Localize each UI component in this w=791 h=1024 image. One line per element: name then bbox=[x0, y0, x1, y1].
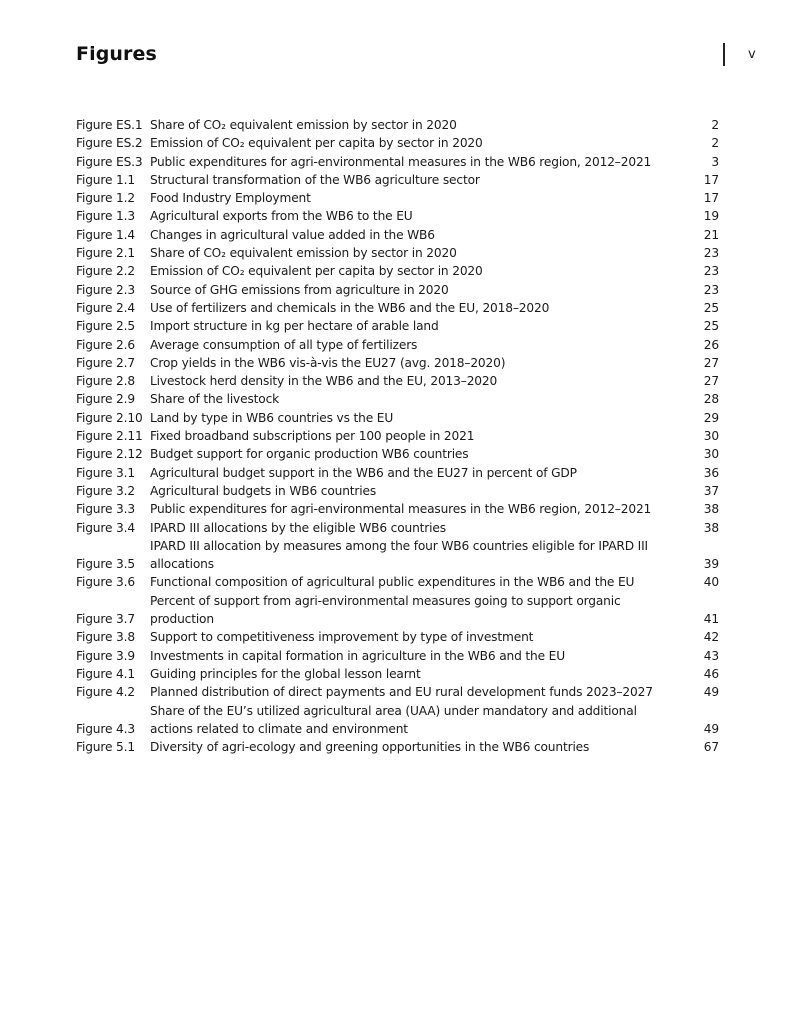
figure-label: Figure 2.10 bbox=[76, 410, 143, 425]
figure-page-number[interactable]: 43 bbox=[703, 648, 719, 663]
figure-label: Figure 5.1 bbox=[76, 740, 135, 755]
figure-entry[interactable] bbox=[76, 354, 719, 372]
figure-label: Figure 2.6 bbox=[76, 337, 135, 352]
figure-title[interactable]: Agricultural budget support in the WB6 and the EU27 in percent of GDP bbox=[150, 465, 577, 480]
figure-label: Figure 2.11 bbox=[76, 429, 143, 444]
figure-entry[interactable] bbox=[76, 281, 719, 299]
figure-label: Figure 2.5 bbox=[76, 319, 135, 334]
figure-page-number[interactable]: 3 bbox=[711, 154, 719, 169]
figure-page-number[interactable]: 40 bbox=[703, 575, 719, 590]
figure-entry[interactable] bbox=[76, 153, 719, 171]
figure-title[interactable]: Land by type in WB6 countries vs the EU bbox=[150, 410, 394, 425]
figure-page-number[interactable]: 37 bbox=[703, 483, 719, 498]
figure-label: Figure 2.8 bbox=[76, 374, 135, 389]
figure-label: Figure 2.3 bbox=[76, 282, 135, 297]
figure-title[interactable]: Support to competitiveness improvement by type of investment bbox=[150, 630, 534, 645]
figure-title[interactable]: Livestock herd density in the WB6 and the EU, 2013–2020 bbox=[150, 374, 498, 389]
figure-title[interactable]: Emission of CO₂ equivalent per capita by sector in 2020 bbox=[150, 136, 483, 151]
figure-entry[interactable] bbox=[76, 409, 719, 427]
figure-entry[interactable] bbox=[76, 299, 719, 317]
figure-label: Figure 3.5 bbox=[76, 557, 135, 572]
figure-page-number[interactable]: 27 bbox=[703, 355, 719, 370]
figure-page-number[interactable]: 25 bbox=[703, 300, 719, 315]
figure-page-number[interactable]: 26 bbox=[703, 337, 719, 352]
figure-entry[interactable] bbox=[76, 116, 719, 134]
figure-entry[interactable] bbox=[76, 207, 719, 225]
figures-list bbox=[76, 116, 719, 756]
figure-page-number[interactable]: 21 bbox=[703, 227, 719, 242]
figure-title[interactable]: Public expenditures for agri-environmental measures in the WB6 region, 2012–2021 bbox=[150, 154, 652, 169]
figure-title[interactable]: Use of fertilizers and chemicals in the WB6 and the EU, 2018–2020 bbox=[150, 300, 550, 315]
figure-title[interactable]: Fixed broadband subscriptions per 100 people in 2021 bbox=[150, 429, 475, 444]
figure-entry[interactable] bbox=[76, 592, 719, 629]
figure-title[interactable]: Share of the livestock bbox=[150, 392, 280, 407]
figure-page-number[interactable]: 23 bbox=[703, 246, 719, 261]
figure-page-number[interactable]: 46 bbox=[703, 666, 719, 681]
figure-title[interactable]: Guiding principles for the global lesson learnt bbox=[150, 666, 421, 681]
page-number: v bbox=[748, 47, 756, 62]
figure-page-number[interactable]: 38 bbox=[703, 502, 719, 517]
figure-entry[interactable] bbox=[76, 336, 719, 354]
figure-entry[interactable] bbox=[76, 390, 719, 408]
figure-label: Figure 2.9 bbox=[76, 392, 135, 407]
figure-title[interactable]: Share of CO₂ equivalent emission by sector in 2020 bbox=[150, 246, 457, 261]
figure-label: Figure ES.2 bbox=[76, 136, 143, 151]
figure-page-number[interactable]: 2 bbox=[711, 136, 719, 151]
figure-label: Figure 4.1 bbox=[76, 666, 135, 681]
figure-page-number[interactable]: 30 bbox=[703, 429, 719, 444]
figure-entry[interactable] bbox=[76, 317, 719, 335]
figure-page-number[interactable]: 17 bbox=[703, 191, 719, 206]
figure-label: Figure 2.7 bbox=[76, 355, 135, 370]
figure-page-number[interactable]: 2 bbox=[711, 118, 719, 132]
figure-title[interactable]: Source of GHG emissions from agriculture in 2020 bbox=[150, 282, 449, 297]
figure-title[interactable]: Agricultural budgets in WB6 countries bbox=[150, 483, 377, 498]
figure-page-number[interactable]: 17 bbox=[703, 172, 719, 187]
figure-label: Figure 1.2 bbox=[76, 191, 135, 206]
figure-title[interactable]: Agricultural exports from the WB6 to the EU bbox=[150, 209, 413, 224]
figure-page-number[interactable]: 38 bbox=[703, 520, 719, 535]
figure-page-number[interactable]: 36 bbox=[703, 465, 719, 480]
figure-title[interactable]: Share of the EU’s utilized agricultural area (UAA) under mandatory and additional actions related to climate and environment bbox=[150, 703, 637, 736]
figure-label: Figure 4.2 bbox=[76, 685, 135, 700]
figure-title[interactable]: Structural transformation of the WB6 agriculture sector bbox=[150, 172, 480, 187]
figure-entry[interactable] bbox=[76, 464, 719, 482]
figure-page-number[interactable]: 49 bbox=[703, 721, 719, 736]
figure-entry[interactable] bbox=[76, 573, 719, 591]
figure-label: Figure 3.6 bbox=[76, 575, 135, 590]
figure-entry[interactable] bbox=[76, 427, 719, 445]
figure-entry[interactable] bbox=[76, 244, 719, 262]
figure-page-number[interactable]: 49 bbox=[703, 685, 719, 700]
page-title: Figures bbox=[76, 43, 157, 65]
figure-page-number[interactable]: 27 bbox=[703, 374, 719, 389]
figure-title[interactable]: Public expenditures for agri-environmental measures in the WB6 region, 2012–2021 bbox=[150, 502, 652, 517]
figure-label: Figure ES.3 bbox=[76, 154, 143, 169]
figure-title[interactable]: Crop yields in the WB6 vis-à-vis the EU27 (avg. 2018–2020) bbox=[150, 355, 506, 370]
figure-entry[interactable] bbox=[76, 372, 719, 390]
figure-label: Figure 3.9 bbox=[76, 648, 135, 663]
figure-entry[interactable] bbox=[76, 628, 719, 646]
figure-label: Figure 1.3 bbox=[76, 209, 135, 224]
figure-entry[interactable] bbox=[76, 445, 719, 463]
figure-entry[interactable] bbox=[76, 537, 719, 574]
figure-page-number[interactable]: 25 bbox=[703, 319, 719, 334]
figure-label: Figure ES.1 bbox=[76, 118, 143, 132]
figure-label: Figure 4.3 bbox=[76, 721, 135, 736]
figure-label: Figure 3.3 bbox=[76, 502, 135, 517]
figure-title[interactable]: Food Industry Employment bbox=[150, 191, 311, 206]
figure-label: Figure 1.4 bbox=[76, 227, 135, 242]
figure-entry[interactable] bbox=[76, 134, 719, 152]
figure-title[interactable]: Emission of CO₂ equivalent per capita by sector in 2020 bbox=[150, 264, 483, 279]
figure-label: Figure 3.1 bbox=[76, 465, 135, 480]
figure-title[interactable]: Changes in agricultural value added in the WB6 bbox=[150, 227, 435, 242]
figure-entry[interactable] bbox=[76, 226, 719, 244]
figure-label: Figure 3.4 bbox=[76, 520, 135, 535]
figure-page-number[interactable]: 41 bbox=[703, 612, 719, 627]
figure-title[interactable]: Average consumption of all type of fertilizers bbox=[150, 337, 418, 352]
figure-label: Figure 3.2 bbox=[76, 483, 135, 498]
figure-entry[interactable] bbox=[76, 683, 719, 701]
figure-entry[interactable] bbox=[76, 702, 719, 739]
figure-entry[interactable] bbox=[76, 647, 719, 665]
figure-title[interactable]: Diversity of agri-ecology and greening opportunities in the WB6 countries bbox=[150, 740, 590, 755]
figure-title[interactable]: IPARD III allocation by measures among the four WB6 countries eligible for IPARD III allocations bbox=[150, 538, 649, 572]
figure-title[interactable]: Import structure in kg per hectare of arable land bbox=[150, 319, 439, 334]
figure-page-number[interactable]: 67 bbox=[703, 740, 719, 755]
figure-page-number[interactable]: 23 bbox=[703, 264, 719, 279]
figure-label: Figure 3.8 bbox=[76, 630, 135, 645]
figure-page-number[interactable]: 28 bbox=[703, 392, 719, 407]
figure-label: Figure 3.7 bbox=[76, 612, 135, 627]
figure-title[interactable]: Planned distribution of direct payments and EU rural development funds 2023–2027 bbox=[150, 685, 653, 700]
figure-entry[interactable] bbox=[76, 171, 719, 189]
figure-page-number[interactable]: 42 bbox=[703, 630, 719, 645]
figure-label: Figure 1.1 bbox=[76, 172, 135, 187]
figure-entry[interactable] bbox=[76, 738, 719, 756]
figure-entry[interactable] bbox=[76, 519, 719, 537]
figure-entry[interactable] bbox=[76, 262, 719, 280]
figure-title[interactable]: Percent of support from agri-environmental measures going to support organic production bbox=[150, 593, 621, 627]
figure-entry[interactable] bbox=[76, 500, 719, 518]
figure-label: Figure 2.4 bbox=[76, 300, 135, 315]
figure-page-number[interactable]: 23 bbox=[703, 282, 719, 297]
figure-page-number[interactable]: 39 bbox=[703, 557, 719, 572]
figure-title[interactable]: Functional composition of agricultural public expenditures in the WB6 and the EU bbox=[150, 575, 635, 590]
figure-entry[interactable] bbox=[76, 189, 719, 207]
figure-label: Figure 2.1 bbox=[76, 246, 135, 261]
figure-title[interactable]: Budget support for organic production WB6 countries bbox=[150, 447, 469, 462]
figure-entry[interactable] bbox=[76, 482, 719, 500]
figure-title[interactable]: Investments in capital formation in agriculture in the WB6 and the EU bbox=[150, 648, 566, 663]
figure-title[interactable]: IPARD III allocations by the eligible WB6 countries bbox=[150, 520, 446, 535]
figure-page-number[interactable]: 30 bbox=[703, 447, 719, 462]
figure-page-number[interactable]: 29 bbox=[703, 410, 719, 425]
figure-title[interactable]: Share of CO₂ equivalent emission by sector in 2020 bbox=[150, 118, 457, 132]
figure-label: Figure 2.12 bbox=[76, 447, 143, 462]
figure-label: Figure 2.2 bbox=[76, 264, 135, 279]
figure-entry[interactable] bbox=[76, 665, 719, 683]
figure-page-number[interactable]: 19 bbox=[703, 209, 719, 224]
header-divider bbox=[723, 43, 725, 66]
